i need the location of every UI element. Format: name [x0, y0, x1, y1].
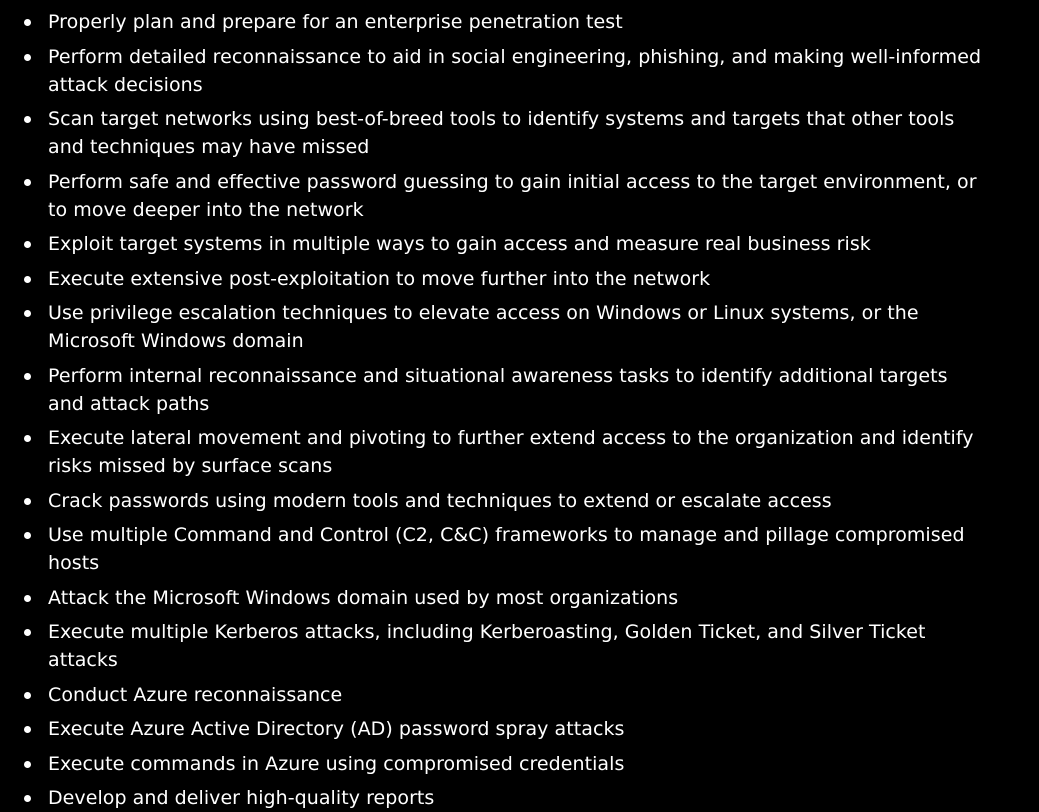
- list-item: [0, 265, 988, 293]
- list-item-text: Attack the Microsoft Windows domain used by most organizations: [48, 586, 679, 609]
- list-item-text: Execute multiple Kerberos attacks, including Kerberoasting, Golden Ticket, and Silver Ticket attacks: [48, 621, 926, 671]
- bullet-icon: [24, 595, 31, 602]
- bullet-icon: [24, 276, 31, 283]
- list-item: [0, 105, 988, 161]
- list-item: [0, 230, 988, 258]
- list-item-text: Use privilege escalation techniques to elevate access on Windows or Linux systems, or the Microsoft Windows domain: [48, 302, 919, 352]
- list-item: [0, 784, 988, 812]
- list-item: [0, 681, 988, 709]
- bullet-icon: [24, 761, 31, 768]
- bullet-icon: [24, 54, 31, 61]
- list-item-text: Scan target networks using best-of-breed tools to identify systems and targets that other tools and techniques may have missed: [48, 108, 955, 158]
- bullet-icon: [24, 310, 31, 317]
- bullet-icon: [24, 795, 31, 802]
- list-item: [0, 715, 988, 743]
- bullet-icon: [24, 532, 31, 539]
- bullet-icon: [24, 19, 31, 26]
- list-item-text: Develop and deliver high-quality reports: [48, 787, 435, 809]
- bullet-icon: [24, 179, 31, 186]
- list-item: [0, 8, 988, 36]
- list-item: [0, 618, 988, 674]
- list-item: [0, 362, 988, 418]
- bullet-icon: [24, 498, 31, 505]
- list-item-text: Perform safe and effective password guessing to gain initial access to the target environment, or to move deeper into the network: [48, 170, 977, 221]
- list-item: [0, 487, 988, 515]
- list-item: [0, 750, 988, 778]
- list-item-text: Conduct Azure reconnaissance: [48, 683, 343, 706]
- bullet-icon: [24, 373, 31, 380]
- list-item-text: Use multiple Command and Control (C2, C&C) frameworks to manage and pillage compromised hosts: [48, 524, 965, 574]
- list-item-text: Perform detailed reconnaissance to aid in social engineering, phishing, and making well-informed attack decisions: [48, 45, 982, 96]
- list-item-text: Execute extensive post-exploitation to move further into the network: [48, 267, 711, 290]
- bullet-icon: [24, 435, 31, 442]
- bullet-icon: [24, 629, 31, 636]
- list-item-text: Execute commands in Azure using compromised credentials: [48, 752, 625, 775]
- list-item-text: Crack passwords using modern tools and techniques to extend or escalate access: [48, 489, 832, 512]
- bullet-icon: [24, 726, 31, 733]
- list-item-text: Perform internal reconnaissance and situational awareness tasks to identify additional targets and attack paths: [48, 364, 948, 415]
- list-item-text: Properly plan and prepare for an enterprise penetration test: [48, 11, 623, 33]
- list-item: [0, 584, 988, 612]
- list-item: [0, 168, 988, 224]
- bullet-icon: [24, 241, 31, 248]
- list-item-text: Execute Azure Active Directory (AD) password spray attacks: [48, 718, 625, 740]
- list-item: [0, 299, 988, 355]
- list-item: [0, 424, 988, 480]
- list-item: [0, 521, 988, 577]
- bullet-icon: [24, 692, 31, 699]
- list-item: [0, 43, 988, 99]
- bullet-icon: [24, 116, 31, 123]
- list-item-text: Execute lateral movement and pivoting to further extend access to the organization and identify risks missed by surface scans: [48, 427, 974, 477]
- list-item-text: Exploit target systems in multiple ways to gain access and measure real business risk: [48, 233, 871, 255]
